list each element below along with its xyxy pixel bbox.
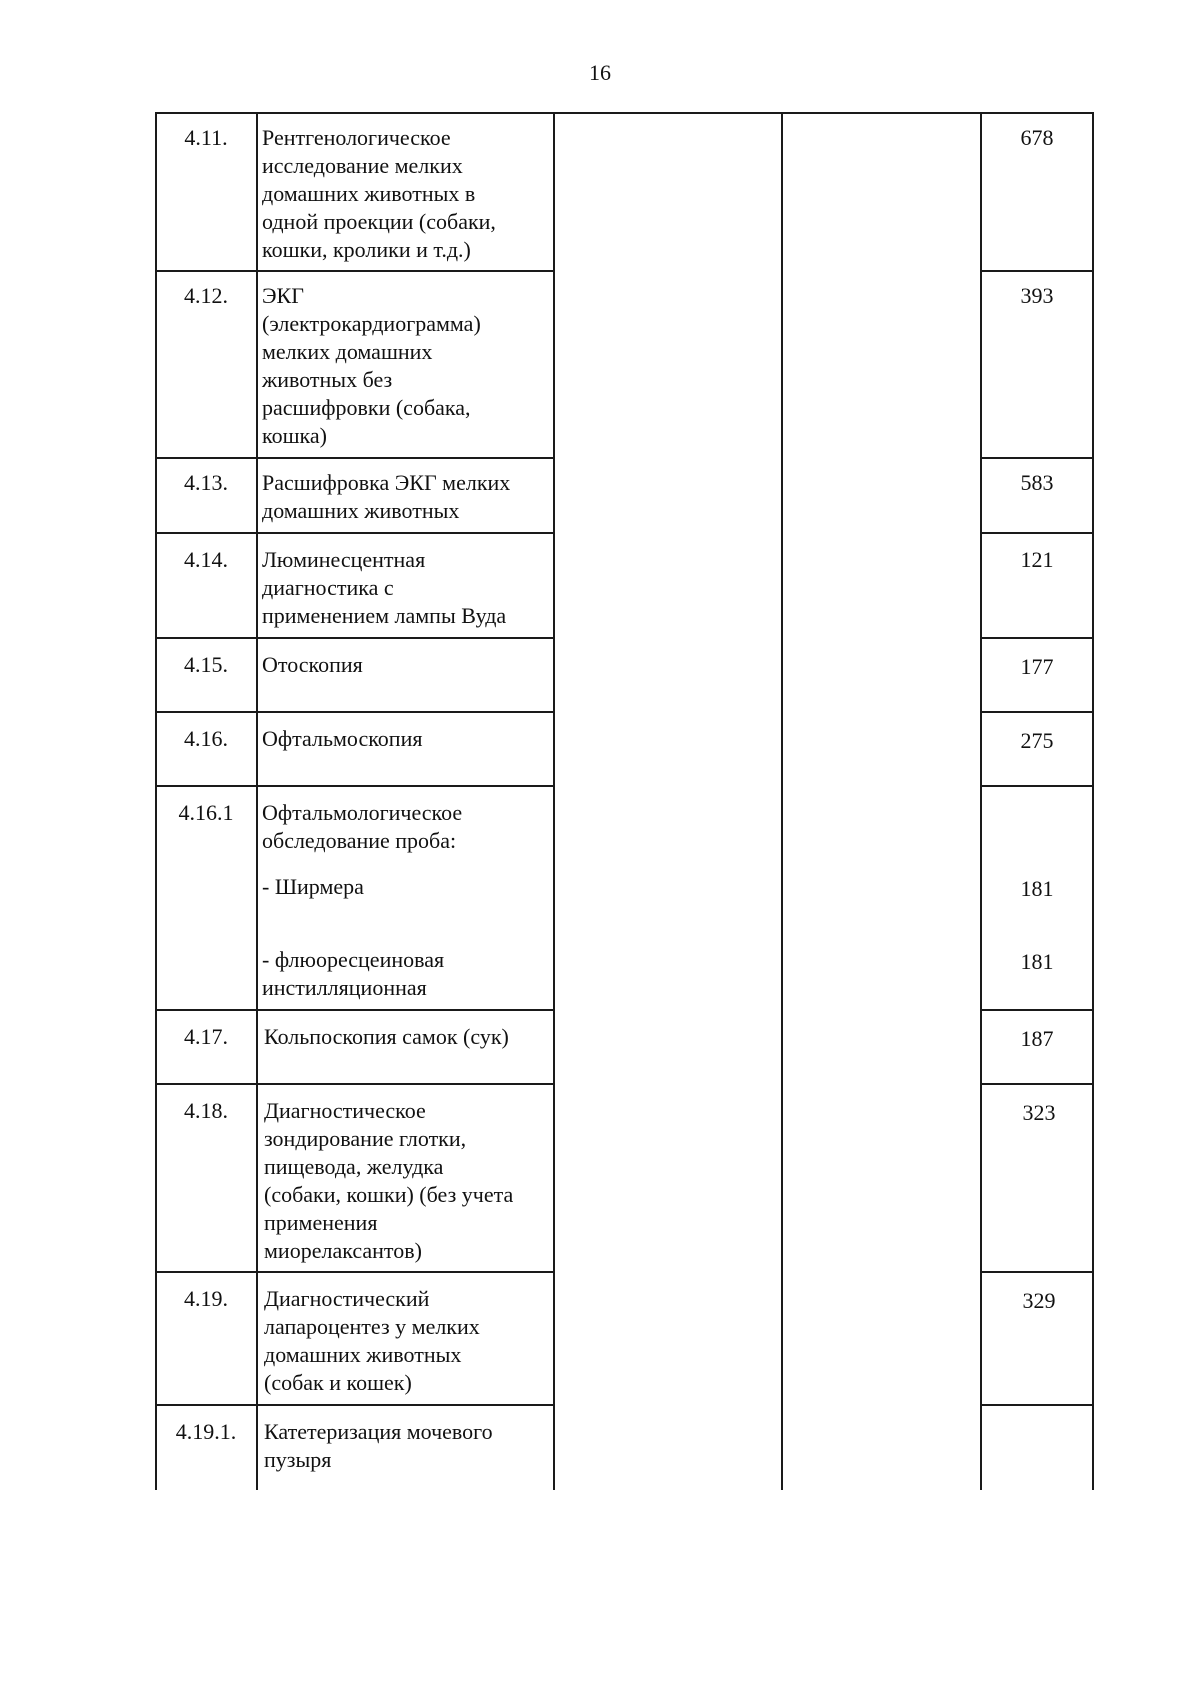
row-price: 121 (1020, 547, 1054, 572)
table-border-right (1092, 112, 1094, 1490)
table-border-price (980, 112, 982, 1490)
row-divider (980, 270, 1094, 272)
row-description-line: зондирование глотки, (264, 1126, 467, 1151)
row-price: 323 (1022, 1100, 1056, 1125)
row-price: 177 (1020, 654, 1054, 679)
row-description-line: обследование проба: (262, 828, 457, 853)
row-description-line: Катетеризация мочевого (264, 1419, 493, 1444)
row-description-line: ЭКГ (262, 283, 304, 308)
table-border-description (553, 112, 555, 1490)
row-number: 4.19. (184, 1286, 228, 1311)
row-description-line: расшифровки (собака, (262, 395, 471, 420)
row-divider (980, 637, 1094, 639)
row-price: 187 (1020, 1026, 1054, 1051)
row-number: 4.14. (184, 547, 228, 572)
sub-item-line: инстилляционная (262, 975, 427, 1000)
row-divider (980, 457, 1094, 459)
row-divider (155, 532, 555, 534)
row-number: 4.13. (184, 470, 228, 495)
row-divider (980, 785, 1094, 787)
row-description-line: кошки, кролики и т.д.) (262, 237, 471, 262)
row-description-line: Кольпоскопия самок (сук) (264, 1024, 509, 1049)
row-description-line: домашних животных (264, 1342, 462, 1367)
row-divider (980, 1083, 1094, 1085)
row-description-line: миорелаксантов) (264, 1238, 422, 1263)
row-number: 4.18. (184, 1098, 228, 1123)
row-divider (155, 637, 555, 639)
row-divider (155, 270, 555, 272)
row-number: 4.19.1. (175, 1419, 237, 1444)
row-description-line: Отоскопия (262, 652, 363, 677)
row-description-line: домашних животных в (262, 181, 476, 206)
row-description-line: Диагностическое (264, 1098, 426, 1123)
table-border-number (256, 112, 258, 1490)
table-border-empty (781, 112, 783, 1490)
row-divider (155, 711, 555, 713)
row-description-line: пузыря (264, 1447, 332, 1472)
row-description-line: Диагностический (264, 1286, 430, 1311)
table-border-top (155, 112, 1094, 114)
row-divider (155, 1009, 555, 1011)
row-divider (155, 457, 555, 459)
row-description-line: диагностика с (262, 575, 394, 600)
row-price: 329 (1022, 1288, 1056, 1313)
sub-item-line: - Ширмера (262, 874, 364, 899)
row-number: 4.15. (184, 652, 228, 677)
row-number: 4.12. (184, 283, 228, 308)
row-description-line: одной проекции (собаки, (262, 209, 496, 234)
sub-item-line: - флюоресцеиновая (262, 947, 445, 972)
row-description-line: Расшифровка ЭКГ мелких (262, 470, 511, 495)
row-divider (155, 1404, 555, 1406)
row-description-line: животных без (262, 367, 393, 392)
row-divider (980, 532, 1094, 534)
row-divider (155, 1083, 555, 1085)
row-divider (155, 1271, 555, 1273)
row-description-line: применением лампы Вуда (262, 603, 507, 628)
page-number: 16 (589, 60, 611, 85)
row-number: 4.17. (184, 1024, 228, 1049)
row-description-line: мелких домашних (262, 339, 433, 364)
row-description-line: Офтальмоскопия (262, 726, 423, 751)
row-divider (980, 1271, 1094, 1273)
sub-item-price: 181 (1020, 949, 1054, 974)
row-description-line: (собаки, кошки) (без учета (264, 1182, 514, 1207)
row-description-line: (собак и кошек) (264, 1370, 412, 1395)
row-description-line: (электрокардиограмма) (262, 311, 481, 336)
row-price: 583 (1020, 470, 1054, 495)
row-description-line: Люминесцентная (262, 547, 426, 572)
row-number: 4.16.1 (178, 800, 234, 825)
row-number: 4.16. (184, 726, 228, 751)
row-price: 275 (1020, 728, 1054, 753)
row-description-line: исследование мелких (262, 153, 463, 178)
row-description-line: кошка) (262, 423, 327, 448)
row-divider (980, 1404, 1094, 1406)
row-description-line: Офтальмологическое (262, 800, 463, 825)
row-price: 393 (1020, 283, 1054, 308)
row-number: 4.11. (184, 125, 228, 150)
row-divider (155, 785, 555, 787)
row-description-line: Рентгенологическое (262, 125, 451, 150)
row-divider (980, 711, 1094, 713)
row-description-line: применения (264, 1210, 378, 1235)
row-description-line: пищевода, желудка (264, 1154, 444, 1179)
row-price: 678 (1020, 125, 1054, 150)
row-divider (980, 1009, 1094, 1011)
row-description-line: лапароцентез у мелких (264, 1314, 480, 1339)
sub-item-price: 181 (1020, 876, 1054, 901)
row-description-line: домашних животных (262, 498, 460, 523)
